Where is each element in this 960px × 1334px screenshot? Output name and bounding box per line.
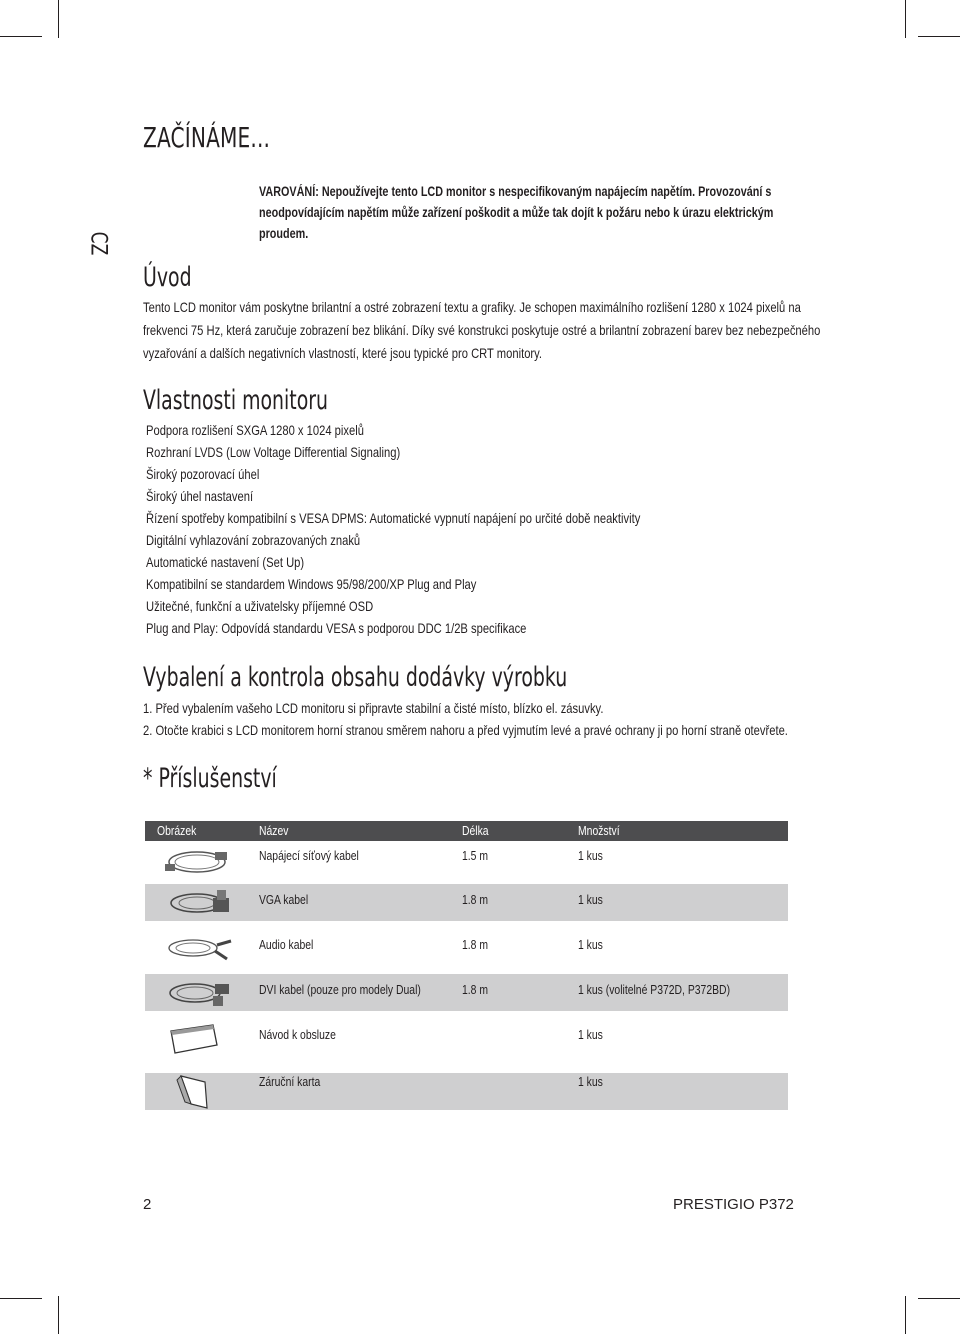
column-header-name: Název xyxy=(259,823,289,838)
warning-line: proudem. xyxy=(259,226,309,241)
item-length: 1.8 m xyxy=(462,892,489,907)
item-quantity: 1 kus xyxy=(578,892,603,907)
feature-item: Podpora rozlišení SXGA 1280 x 1024 pixelů xyxy=(146,422,364,438)
item-quantity: 1 kus xyxy=(578,848,603,863)
item-quantity: 1 kus (volitelné P372D, P372BD) xyxy=(578,982,731,997)
dvi-cable-icon xyxy=(157,976,237,1010)
intro-line: vyzařování a dalších negativních vlastností, které jsou typické pro CRT monitory. xyxy=(143,345,543,361)
item-length: 1.5 m xyxy=(462,848,489,863)
crop-mark xyxy=(918,36,960,37)
intro-paragraph xyxy=(143,296,820,365)
warranty-card-icon xyxy=(157,1074,237,1110)
feature-item: Automatické nastavení (Set Up) xyxy=(146,554,305,570)
manual-icon xyxy=(157,1021,237,1055)
power-cable-icon xyxy=(157,844,237,878)
page-number: 2 xyxy=(143,1196,152,1213)
feature-item: Široký úhel nastavení xyxy=(146,488,254,504)
audio-cable-icon xyxy=(157,931,237,965)
crop-mark xyxy=(0,36,42,37)
page-title: ZAČÍNÁME... xyxy=(143,121,271,154)
crop-mark xyxy=(58,1296,59,1334)
intro-line: Tento LCD monitor vám poskytne brilantní a ostré zobrazení textu a grafiky. Je schopen maximálního rozlišení 1280 x 1024 pixelů na xyxy=(143,299,801,315)
item-length: 1.8 m xyxy=(462,982,489,997)
crop-mark xyxy=(0,1298,42,1299)
item-name: DVI kabel (pouze pro modely Dual) xyxy=(259,982,421,997)
accessories-heading: * Příslušenství xyxy=(143,763,277,794)
feature-item: Řízení spotřeby kompatibilní s VESA DPMS: Automatické vypnutí napájení po určité době neaktivity xyxy=(146,510,641,526)
feature-item: Kompatibilní se standardem Windows 95/98/200/XP Plug and Play xyxy=(146,576,477,592)
item-name: Napájecí síťový kabel xyxy=(259,848,359,863)
item-quantity: 1 kus xyxy=(578,937,603,952)
item-name: VGA kabel xyxy=(259,892,309,907)
feature-item: Užitečné, funkční a uživatelsky příjemné OSD xyxy=(146,598,374,614)
intro-line: frekvenci 75 Hz, která zaručuje zobrazení bez blikání. Díky své konstrukci poskytuje ostré a brilantní zobrazení barev bez nebezpečného xyxy=(143,322,821,338)
item-quantity: 1 kus xyxy=(578,1074,603,1089)
product-name: PRESTIGIO P372 xyxy=(673,1196,794,1213)
unpacking-heading: Vybalení a kontrola obsahu dodávky výrobku xyxy=(143,662,568,693)
unpacking-step: 1. Před vybalením vašeho LCD monitoru si připravte stabilní a čisté místo, blízko el. zásuvky. xyxy=(143,700,604,716)
table-row xyxy=(145,1073,788,1110)
intro-heading: Úvod xyxy=(143,262,192,293)
warning-line: Nepoužívejte tento LCD monitor s nespecifikovaným napájecím napětím. Provozování s xyxy=(321,184,772,199)
warning-label: VAROVÁNÍ: xyxy=(259,184,319,199)
vga-cable-icon xyxy=(157,886,237,920)
warning-block xyxy=(259,181,773,244)
crop-mark xyxy=(918,1298,960,1299)
feature-item: Široký pozorovací úhel xyxy=(146,466,260,482)
table-row xyxy=(145,841,788,878)
accessories-table-header xyxy=(145,821,788,841)
table-row xyxy=(145,1019,788,1056)
features-heading: Vlastnosti monitoru xyxy=(143,385,329,416)
column-header-image: Obrázek xyxy=(157,823,197,838)
language-tab: CZ xyxy=(85,231,111,255)
unpacking-steps xyxy=(143,697,788,741)
feature-item: Rozhraní LVDS (Low Voltage Differential Signaling) xyxy=(146,444,401,460)
warning-line: neodpovídajícím napětím může zařízení poškodit a může tak dojít k požáru nebo k úrazu elektrickým xyxy=(259,205,774,220)
crop-mark xyxy=(58,0,59,38)
item-name: Záruční karta xyxy=(259,1074,321,1089)
feature-item: Plug and Play: Odpovídá standardu VESA s podporou DDC 1/2B specifikace xyxy=(146,620,527,636)
crop-mark xyxy=(905,0,906,38)
item-name: Audio kabel xyxy=(259,937,314,952)
column-header-quantity: Množství xyxy=(578,823,620,838)
item-name: Návod k obsluze xyxy=(259,1027,336,1042)
unpacking-step: 2. Otočte krabici s LCD monitorem horní stranou směrem nahoru a před vyjmutím levé a pravé ochrany ji po horní straně otevřete. xyxy=(143,722,788,738)
column-header-length: Délka xyxy=(462,823,489,838)
table-row xyxy=(145,974,788,1011)
feature-item: Digitální vyhlazování zobrazovaných znaků xyxy=(146,532,361,548)
item-quantity: 1 kus xyxy=(578,1027,603,1042)
features-list xyxy=(146,419,640,639)
table-row xyxy=(145,929,788,966)
table-row xyxy=(145,884,788,921)
crop-mark xyxy=(905,1296,906,1334)
item-length: 1.8 m xyxy=(462,937,489,952)
